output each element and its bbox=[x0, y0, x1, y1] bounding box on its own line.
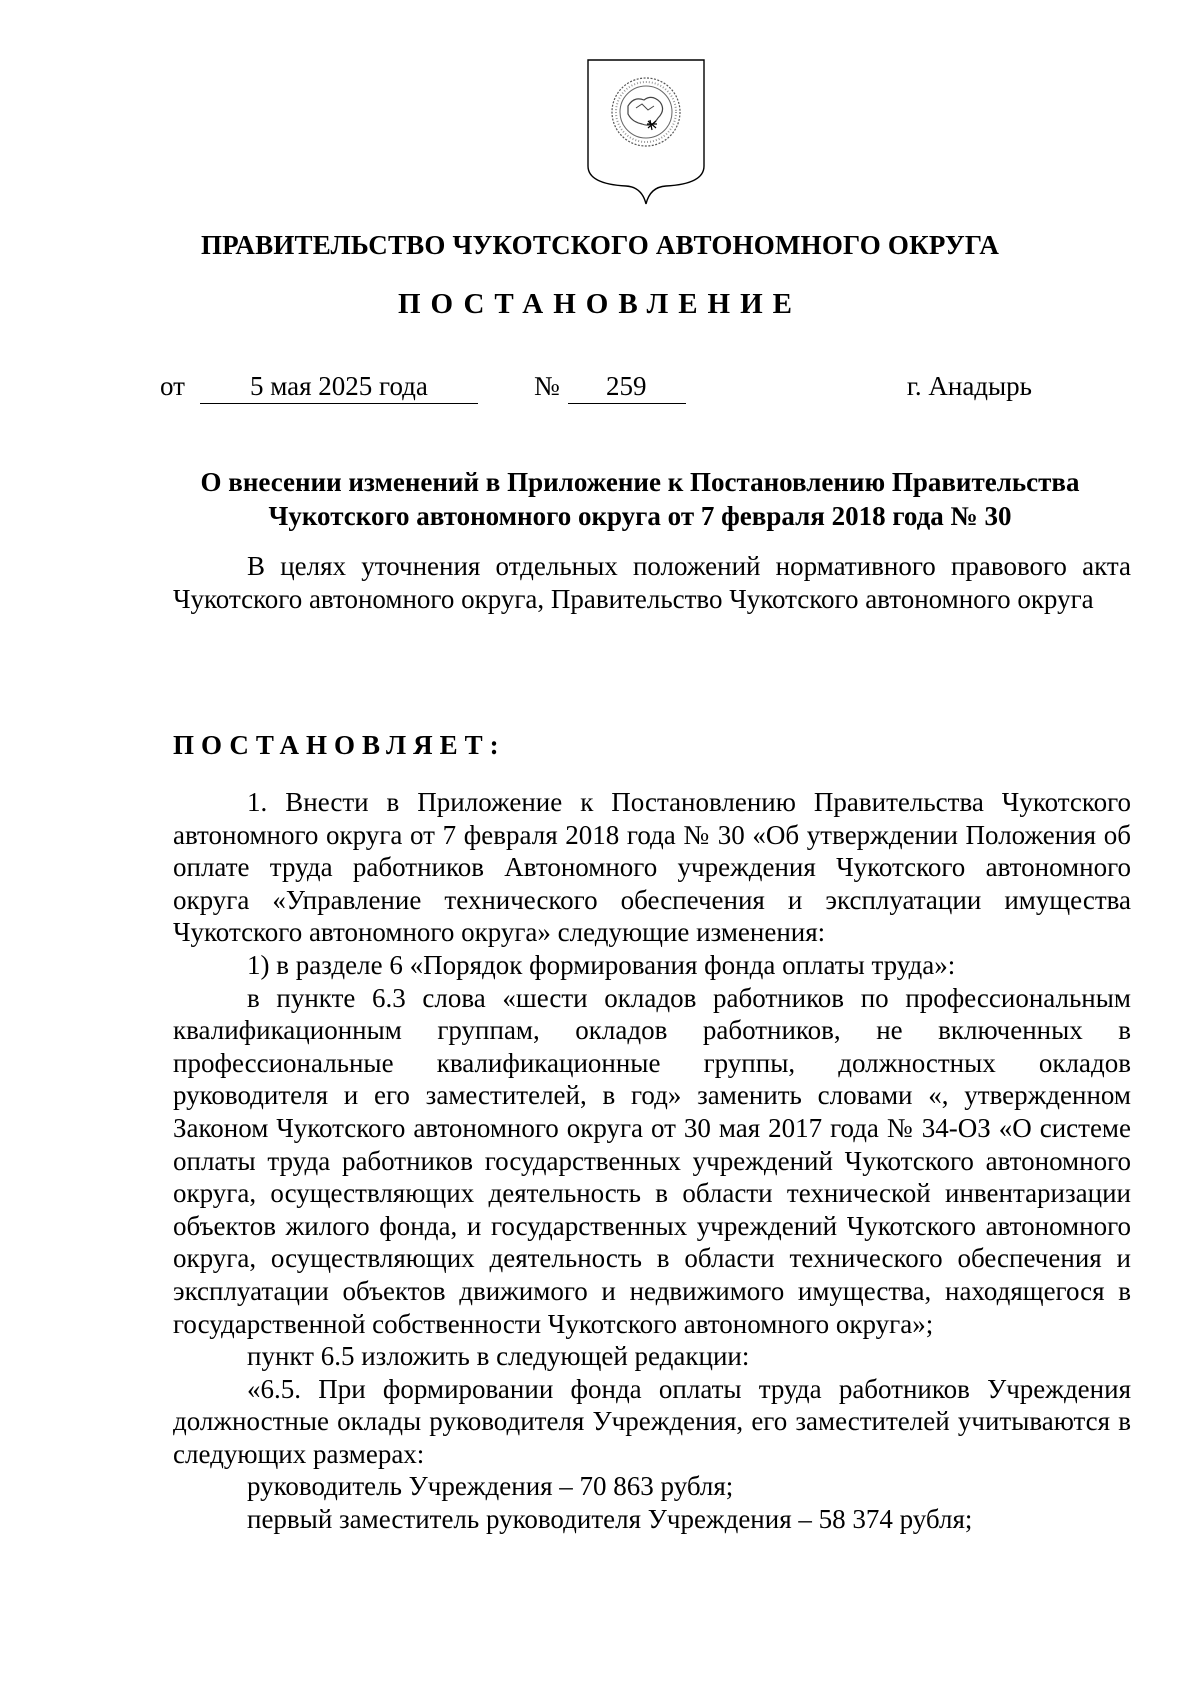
paragraph: 1. Внести в Приложение к Постановлению Правительства Чукотского автономного округа от 7 февраля 2018 года № 30 «Об утверждении Положения об оплате труда работников Автономного учреждения Чукотского автономного округа «Управление технического обеспечения и эксплуатации имущества Чукотского автономного округа» следующие изменения: bbox=[173, 787, 1131, 948]
number-label: № bbox=[534, 371, 560, 401]
preamble bbox=[173, 550, 1131, 615]
date-underline bbox=[200, 403, 478, 404]
coat-of-arms-icon bbox=[586, 58, 706, 206]
document-date: 5 мая 2025 года bbox=[250, 371, 428, 401]
organization-name: ПРАВИТЕЛЬСТВО ЧУКОТСКОГО АВТОНОМНОГО ОКРУГА bbox=[200, 230, 1000, 260]
paragraph: руководитель Учреждения – 70 863 рубля; bbox=[247, 1471, 734, 1502]
paragraph: первый заместитель руководителя Учреждения – 58 374 рубля; bbox=[247, 1504, 973, 1535]
paragraph: 1) в разделе 6 «Порядок формирования фонда оплаты труда»: bbox=[247, 949, 956, 980]
date-label: от bbox=[160, 371, 185, 401]
title-line-2: Чукотского автономного округа от 7 февраля 2018 года № 30 bbox=[268, 501, 1012, 531]
preamble-text: В целях уточнения отдельных положений нормативного правового акта Чукотского автономного округа, Правительство Чукотского автономного округа bbox=[173, 551, 1131, 614]
document-type: ПОСТАНОВЛЕНИЕ bbox=[397, 288, 802, 320]
paragraph: «6.5. При формировании фонда оплаты труда работников Учреждения должностные оклады руководителя Учреждения, его заместителей учитываются в следующих размерах: bbox=[173, 1373, 1131, 1469]
title-line-1: О внесении изменений в Приложение к Постановлению Правительства bbox=[200, 467, 1080, 497]
number-underline bbox=[568, 403, 686, 404]
resolution-body bbox=[173, 786, 1131, 1536]
document-number: 259 bbox=[606, 371, 647, 401]
paragraph: в пункте 6.3 слова «шести окладов работников по профессиональным квалификационным группам, окладов работников, не включенных в профессиональные квалификационные группы, должностных окладов руководителя и его заместителей, в год» заменить словами «, утвержденном Законом Чукотского автономного округа от 30 мая 2017 года № 34-ОЗ «О системе оплаты труда работников государственных учреждений Чукотского автономного округа, осуществляющих деятельность в области технической инвентаризации объектов жилого фонда, и государственных учреждений Чукотского автономного округа, осуществляющих деятельность в области технического обеспечения и эксплуатации объектов движимого и недвижимого имущества, находящегося в государственной собственности Чукотского автономного округа»; bbox=[173, 982, 1131, 1339]
document-title bbox=[160, 465, 1120, 533]
resolve-word: ПОСТАНОВЛЯЕТ: bbox=[173, 730, 506, 760]
paragraph: пункт 6.5 изложить в следующей редакции: bbox=[247, 1341, 750, 1372]
city: г. Анадырь bbox=[906, 371, 1032, 401]
